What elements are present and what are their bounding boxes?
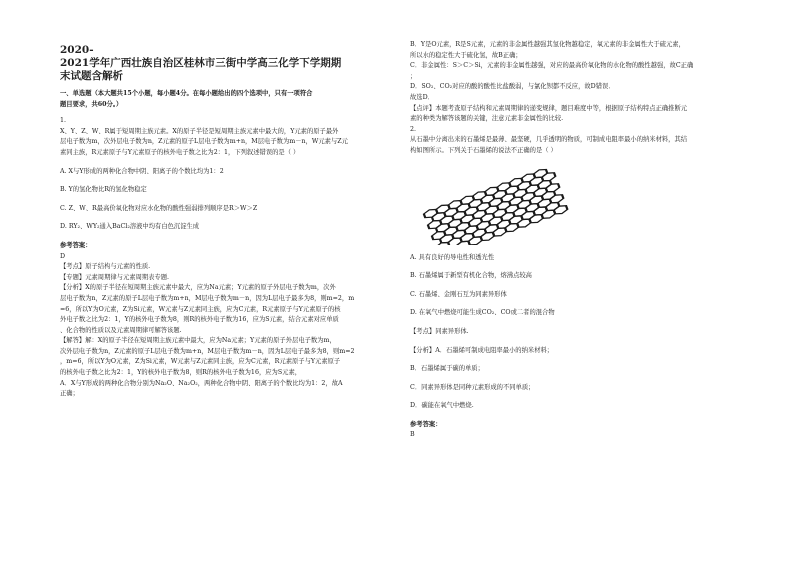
- option-d: D. 在氧气中燃烧可能生成CO₂、CO或二者的混合物: [410, 309, 555, 317]
- analysis-line: C．非金属性：S＞C＞Si，元素的非金属性越强，对应的最高价氧化物的水化物的酸性越强，故C正确: [410, 62, 694, 70]
- title-line: 末试题含解析: [60, 70, 123, 82]
- answer-label: 参考答案：: [60, 241, 92, 249]
- analysis-line: 【专题】元素周期律与元素周期表专题.: [60, 273, 170, 281]
- analysis-line: D．SO₂、CO₂对应的酸的酸性比盐酸弱，与氯化钡都不反应，故D错误．: [410, 83, 615, 91]
- analysis-line: D．碳能在氧气中燃烧.: [410, 402, 474, 410]
- right-column: [410, 40, 742, 441]
- option-a: A. X与Y形成的两种化合物中阴、阳离子的个数比均为1：2: [60, 167, 224, 175]
- answer-value: D: [60, 252, 66, 260]
- question-stem-line: 素同主族，R元素原子与Y元素原子的核外电子数之比为2：1，下列叙述错误的是（ ）: [60, 148, 300, 156]
- exam-title: [60, 44, 392, 83]
- question-stem-line: 构如图所示。下列关于石墨烯的说法不正确的是（ ）: [410, 146, 557, 154]
- analysis-line: 的核外电子数之比为2：1，Y的核外电子数为8，则R的核外电子数为16，应为S元素，: [60, 369, 302, 377]
- graphene-lattice-icon: [422, 163, 592, 245]
- lattice-hexagon: [443, 243, 458, 244]
- analysis-line: 【点评】本题考查原子结构和元素周期律的递变规律，题目难度中等，根据原子结构特点正确推断元: [410, 104, 688, 112]
- title-line: 2021学年广西壮族自治区桂林市三街中学高三化学下学期期: [60, 57, 342, 69]
- analysis-line: 故选D．: [410, 93, 434, 101]
- analysis-line: 【分析】A．石墨烯可制成电阻率最小的纳米材料；: [410, 346, 554, 354]
- section-line: 一、单选题（本大题共15个小题，每小题4分。在每小题给出的四个选项中，只有一项符合: [60, 90, 313, 97]
- analysis-line: 层电子数为n，Z元素的原子L层电子数为m+n，M层电子数为m－n，因为L层电子最多为8，则m=2，m: [60, 294, 355, 302]
- question-stem-line: X、Y、Z、W、R属于短周期主族元素。X的原子半径是短周期主族元素中最大的，Y元素的原子最外: [60, 127, 339, 135]
- analysis-line: ，m=6，所以Y为O元素，Z为Si元素，W元素与Z元素同主族，应为C元素，R元素原子与Y元素原子: [60, 358, 341, 366]
- section-heading: [60, 89, 392, 110]
- option-a: A. 具有良好的导电性和透光性: [410, 253, 495, 261]
- lattice-hexagon: [553, 203, 568, 215]
- analysis-line: 正确；: [60, 390, 79, 398]
- question-stem-line: 层电子数为m，次外层电子数为n，Z元素的原子L层电子数为m+n，M层电子数为m－n，W元素与Z元: [60, 138, 348, 146]
- option-c: C. 石墨烯、金刚石互为同素异形体: [410, 290, 507, 298]
- analysis-line: 、化合物的性质以及元素周期律可解答该题.: [60, 326, 182, 334]
- analysis-line: 【解答】解：X的原子半径在短周期主族元素中最大，应为Na元素；Y元素的原子外层电子数为m，: [60, 337, 336, 345]
- analysis-line: C．同素异形体是同种元素形成的不同单质；: [410, 383, 535, 391]
- question-number: 1.: [60, 117, 67, 125]
- analysis-line: ；: [410, 72, 417, 80]
- analysis-line: 【考点】原子结构与元素的性质.: [60, 263, 151, 271]
- analysis-line: B．石墨烯属于碳的单质；: [410, 365, 484, 373]
- answer-value: B: [410, 431, 415, 439]
- analysis-line: 【分析】X的原子半径在短周期主族元素中最大，应为Na元素；Y元素的原子外层电子数为m，次外: [60, 284, 336, 292]
- analysis-line: =6，所以Y为O元素，Z为Si元素，W元素与Z元素同主族，应为C元素，R元素原子与Y元素原子的核: [60, 305, 341, 313]
- analysis-line: 次外层电子数为n，Z元素的原子L层电子数为m+n，M层电子数为m－n，因为L层电子最多为8，则m=2: [60, 347, 355, 355]
- analysis-line: 【考点】同素异形体.: [410, 327, 469, 335]
- analysis-line: B．Y是O元素，R是S元素，元素的非金属性越强其氢化物越稳定，氧元素的非金属性大于硫元素，: [410, 41, 685, 48]
- analysis-line: 外电子数之比为2：1，Y的核外电子数为8，则R的核外电子数为16，应为S元素，结合元素对应单质: [60, 316, 339, 324]
- left-column: [60, 40, 392, 400]
- question-number: 2.: [410, 125, 417, 133]
- option-c: C. Z、W、R最高价氧化物对应水化物的酸性强弱排列顺序是R＞W＞Z: [60, 204, 258, 212]
- analysis-line: 素的种类为解答该题的关键，注意元素非金属性的比较.: [410, 115, 564, 123]
- title-line: 2020-: [60, 44, 94, 56]
- option-d: D. RY₂、WY₂通入BaCl₂溶液中均有白色沉淀生成: [60, 223, 200, 231]
- question-stem-line: 从石墨中分离出来的石墨烯是最薄、最坚硬，几乎透明的物质，可制成电阻率最小的纳米材料，其结: [410, 136, 688, 144]
- option-b: B. Y的氢化物比R的氢化物稳定: [60, 186, 147, 194]
- analysis-line: A．X与Y形成的两种化合物分别为Na₂O、Na₂O₂，两种化合物中阴、阳离子的个数比均为1：2，故A: [60, 379, 343, 387]
- section-line: 题目要求，共60分。）: [60, 100, 123, 108]
- option-b: B. 石墨烯属于新型有机化合物，熔沸点较高: [410, 272, 532, 280]
- answer-label: 参考答案：: [410, 420, 442, 428]
- analysis-line: 所以水的稳定性大于硫化氢，故B正确；: [410, 51, 522, 59]
